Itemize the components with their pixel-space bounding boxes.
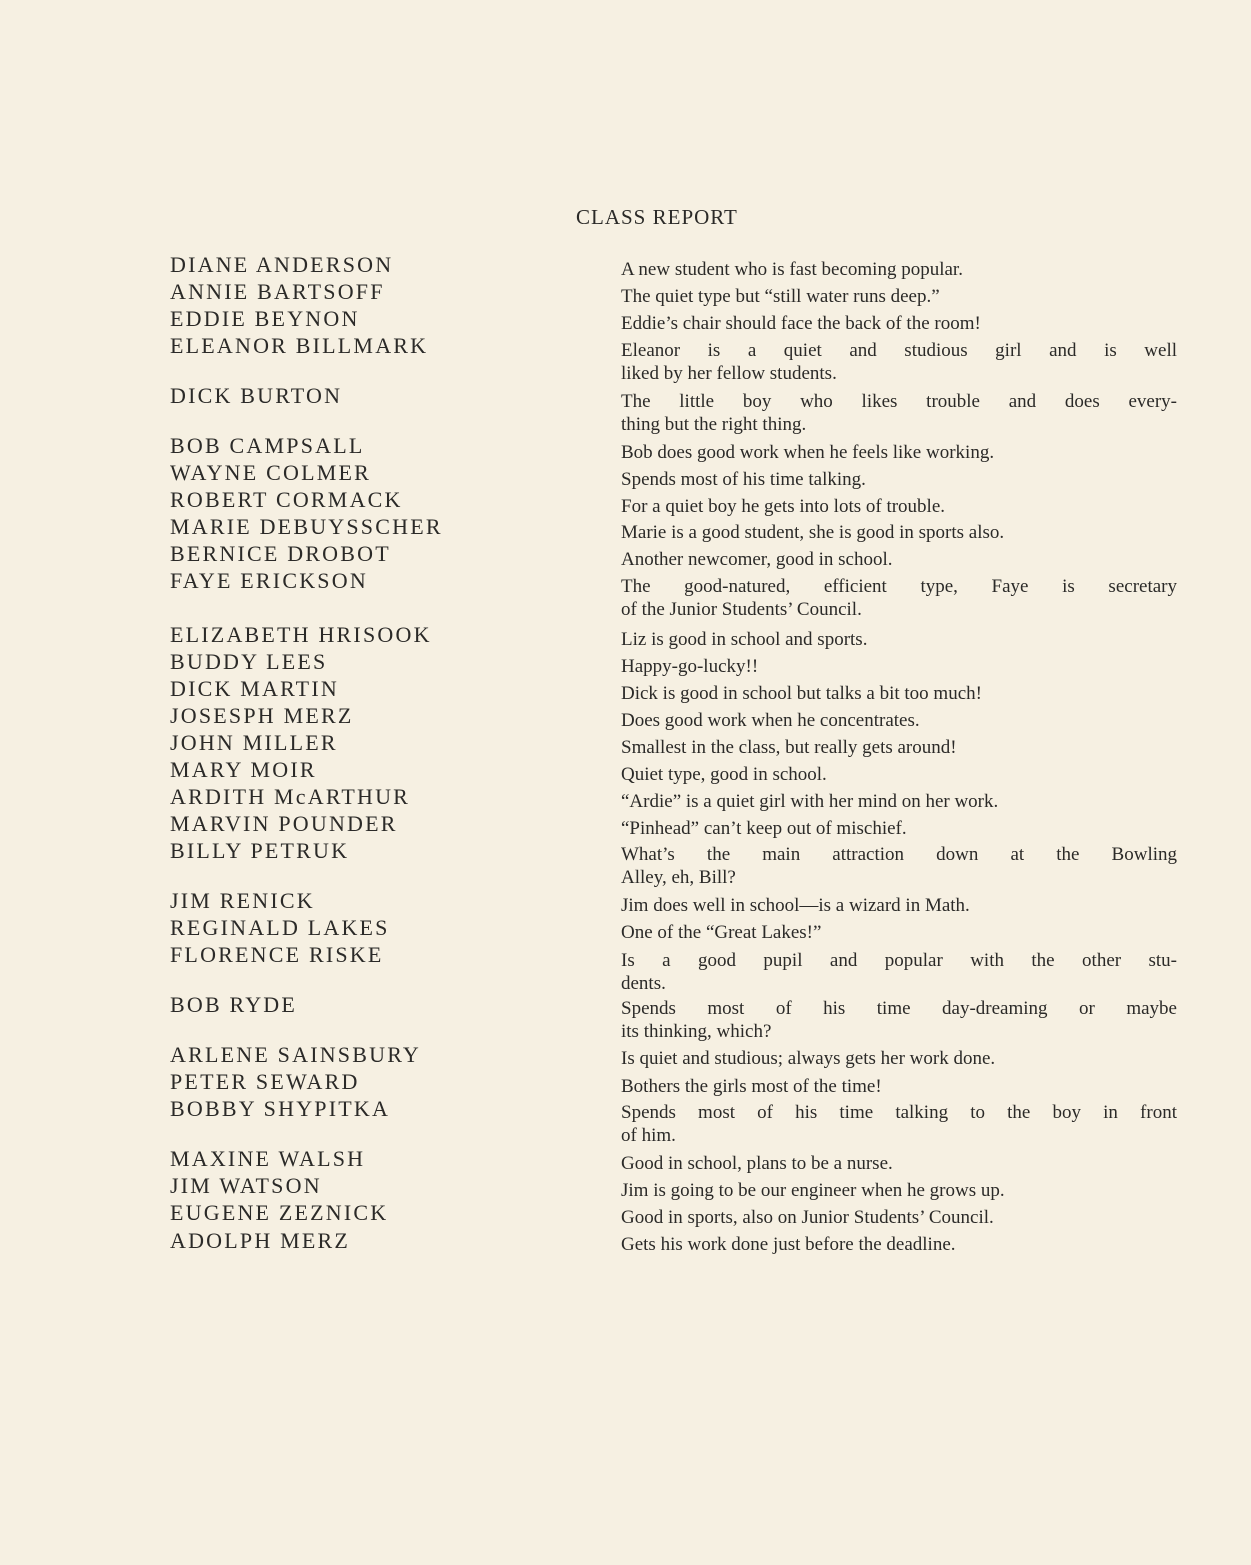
student-name: MAXINE WALSH — [170, 1146, 366, 1171]
remark-line: Spends most of his time day-dreaming or maybe — [621, 998, 1177, 1019]
student-name: FAYE ERICKSON — [170, 568, 368, 593]
student-remark — [621, 495, 1177, 518]
student-name: MARIE DEBUYSSCHER — [170, 514, 443, 539]
student-remark — [621, 655, 1177, 678]
remark-line: dents. — [621, 973, 666, 994]
student-remark — [621, 521, 1177, 544]
student-remark — [621, 894, 1177, 917]
student-name: MARVIN POUNDER — [170, 811, 398, 836]
student-name: BOB CAMPSALL — [170, 433, 365, 458]
remark-line: Happy-go-lucky!! — [621, 656, 759, 677]
student-name: JIM WATSON — [170, 1173, 322, 1198]
student-remark — [621, 736, 1177, 759]
remark-line: The little boy who likes trouble and does every- — [621, 391, 1177, 412]
student-name: BOBBY SHYPITKA — [170, 1096, 391, 1121]
student-name: ARLENE SAINSBURY — [170, 1042, 421, 1067]
student-remark — [621, 390, 1177, 436]
student-name: DICK BURTON — [170, 383, 343, 408]
student-name: DIANE ANDERSON — [170, 252, 394, 277]
student-name: MARY MOIR — [170, 757, 317, 782]
student-remark — [621, 339, 1177, 385]
page-title: CLASS REPORT — [576, 205, 738, 229]
student-name: BOB RYDE — [170, 992, 298, 1017]
remark-line: Eleanor is a quiet and studious girl and is well — [621, 340, 1177, 361]
remark-line: Smallest in the class, but really gets around! — [621, 737, 957, 758]
student-name: FLORENCE RISKE — [170, 942, 384, 967]
student-name: ROBERT CORMACK — [170, 487, 403, 512]
remark-line: thing but the right thing. — [621, 414, 807, 435]
remark-line: of the Junior Students’ Council. — [621, 599, 862, 620]
remark-line: Alley, eh, Bill? — [621, 867, 736, 888]
student-remark — [621, 1047, 1177, 1070]
remark-line: Dick is good in school but talks a bit too much! — [621, 683, 982, 704]
remark-line: Good in school, plans to be a nurse. — [621, 1153, 893, 1174]
student-remark — [621, 997, 1177, 1043]
student-remark — [621, 1179, 1177, 1202]
student-name: ELEANOR BILLMARK — [170, 333, 429, 358]
student-remark — [621, 1101, 1177, 1147]
student-remark — [621, 790, 1177, 813]
student-remark — [621, 709, 1177, 732]
student-name: BILLY PETRUK — [170, 838, 350, 863]
remark-line: Quiet type, good in school. — [621, 764, 827, 785]
student-name: REGINALD LAKES — [170, 915, 390, 940]
student-name: ADOLPH MERZ — [170, 1228, 351, 1253]
remark-line: Eddie’s chair should face the back of the room! — [621, 313, 981, 334]
remark-line: Bothers the girls most of the time! — [621, 1076, 882, 1097]
student-name: BERNICE DROBOT — [170, 541, 391, 566]
remark-line: its thinking, which? — [621, 1021, 772, 1042]
student-name: ANNIE BARTSOFF — [170, 279, 385, 304]
student-remark — [621, 441, 1177, 464]
remark-line: Gets his work done just before the deadline. — [621, 1234, 956, 1255]
student-remark — [621, 682, 1177, 705]
student-name: BUDDY LEES — [170, 649, 328, 674]
student-remark — [621, 258, 1177, 281]
remark-line: Spends most of his time talking. — [621, 469, 866, 490]
remark-line: “Ardie” is a quiet girl with her mind on her work. — [621, 791, 999, 812]
remark-line: Spends most of his time talking to the boy in front — [621, 1102, 1177, 1123]
student-remark — [621, 312, 1177, 335]
student-remark — [621, 1206, 1177, 1229]
remark-line: For a quiet boy he gets into lots of trouble. — [621, 496, 946, 517]
remark-line: Another newcomer, good in school. — [621, 549, 893, 570]
student-remark — [621, 817, 1177, 840]
remark-line: Jim is going to be our engineer when he grows up. — [621, 1180, 1005, 1201]
student-remark — [621, 1233, 1177, 1256]
student-name: EDDIE BEYNON — [170, 306, 360, 331]
student-name: ELIZABETH HRISOOK — [170, 622, 432, 647]
student-remark — [621, 843, 1177, 889]
student-remark — [621, 285, 1177, 308]
remark-line: One of the “Great Lakes!” — [621, 922, 822, 943]
remark-line: “Pinhead” can’t keep out of mischief. — [621, 818, 907, 839]
remark-line: of him. — [621, 1125, 676, 1146]
student-name: JOHN MILLER — [170, 730, 338, 755]
student-name: JIM RENICK — [170, 888, 315, 913]
remark-line: Bob does good work when he feels like working. — [621, 442, 995, 463]
student-remark — [621, 468, 1177, 491]
student-name: PETER SEWARD — [170, 1069, 360, 1094]
remark-line: Jim does well in school—is a wizard in Math. — [621, 895, 970, 916]
student-remark — [621, 575, 1177, 621]
student-remark — [621, 628, 1177, 651]
student-remark — [621, 1075, 1177, 1098]
student-remark — [621, 548, 1177, 571]
remark-line: The quiet type but “still water runs deep.” — [621, 286, 940, 307]
remark-line: Marie is a good student, she is good in sports also. — [621, 522, 1005, 543]
student-name: JOSESPH MERZ — [170, 703, 354, 728]
remark-line: The good-natured, efficient type, Faye is secretary — [621, 576, 1177, 597]
student-name: DICK MARTIN — [170, 676, 339, 701]
remark-line: Does good work when he concentrates. — [621, 710, 920, 731]
remark-line: Is quiet and studious; always gets her work done. — [621, 1048, 996, 1069]
remark-line: Is a good pupil and popular with the other stu- — [621, 950, 1177, 971]
student-remark — [621, 921, 1177, 944]
student-name: ARDITH McARTHUR — [170, 784, 411, 809]
student-remark — [621, 949, 1177, 995]
remark-line: A new student who is fast becoming popular. — [621, 259, 963, 280]
remark-line: What’s the main attraction down at the Bowling — [621, 844, 1177, 865]
student-remark — [621, 1152, 1177, 1175]
student-name: EUGENE ZEZNICK — [170, 1200, 389, 1225]
student-remark — [621, 763, 1177, 786]
remark-line: liked by her fellow students. — [621, 363, 837, 384]
remark-line: Good in sports, also on Junior Students’ Council. — [621, 1207, 994, 1228]
remark-line: Liz is good in school and sports. — [621, 629, 868, 650]
student-name: WAYNE COLMER — [170, 460, 371, 485]
